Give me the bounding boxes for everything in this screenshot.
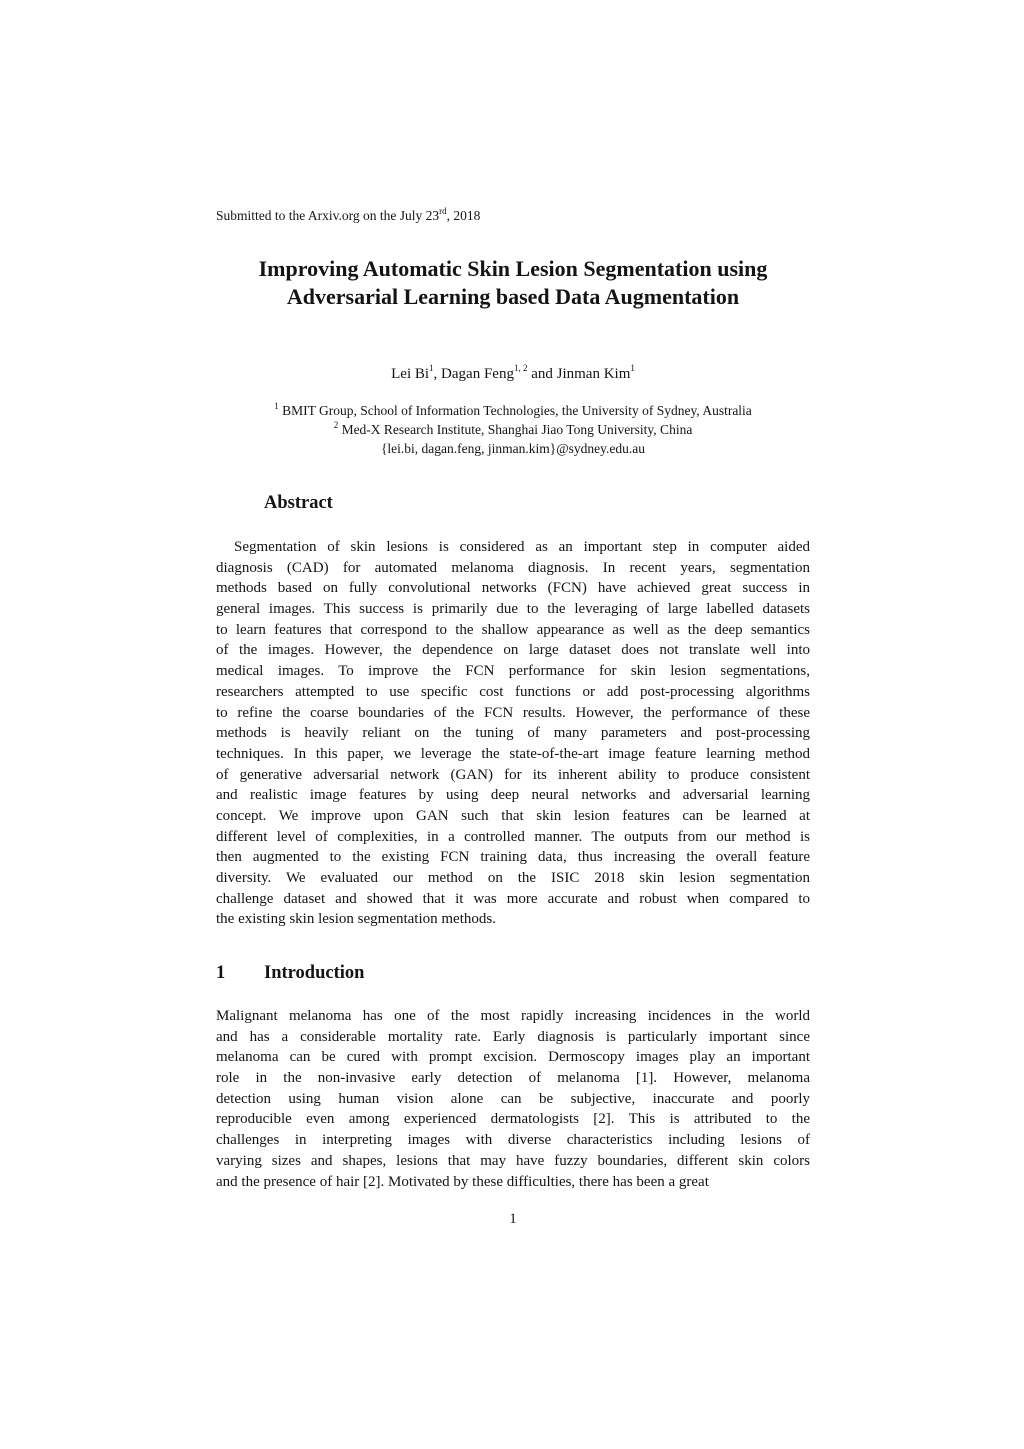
text-line: challenge dataset and showed that it was more accurate and robust when compared to — [216, 890, 810, 907]
submission-note — [216, 207, 480, 225]
affiliation-text: BMIT Group, School of Information Technologies, the University of Sydney, Australia — [278, 403, 752, 418]
text-line: role in the non-invasive early detection of melanoma [1]. However, melanoma — [216, 1070, 810, 1087]
affiliation-text: Med-X Research Institute, Shanghai Jiao Tong University, China — [338, 422, 693, 437]
paper-title — [216, 255, 810, 311]
text-line: detection using human vision alone can be subjective, inaccurate and poorly — [216, 1090, 810, 1107]
author-list — [216, 364, 810, 384]
text-line: of generative adversarial network (GAN) for its inherent ability to produce consistent — [216, 766, 810, 783]
title-line-1: Improving Automatic Skin Lesion Segmentation using — [258, 256, 768, 281]
text-line: the existing skin lesion segmentation methods. — [216, 911, 496, 928]
text-line: and realistic image features by using deep neural networks and adversarial learning — [216, 787, 810, 804]
text-line: general images. This success is primarily due to the leveraging of large labelled datasets — [216, 601, 810, 618]
submission-note-superscript: rd — [439, 205, 447, 216]
text-line: to learn features that correspond to the shallow appearance as well as the deep semantics — [216, 621, 810, 638]
text-line: methods based on fully convolutional networks (FCN) have achieved great success in — [216, 580, 810, 597]
section-number: 1 — [216, 963, 226, 983]
text-line: different level of complexities, in a controlled manner. The outputs from our method is — [216, 828, 810, 845]
text-line: challenges in interpreting images with diverse characteristics including lesions of — [216, 1132, 810, 1149]
text-line: then augmented to the existing FCN training data, thus increasing the overall feature — [216, 849, 810, 866]
affiliation-mark: 1 — [274, 400, 279, 411]
abstract-heading: Abstract — [264, 493, 333, 513]
author-affiliation-mark: 1, 2 — [513, 363, 528, 373]
author-name: , Dagan Feng — [433, 366, 514, 382]
author-name: and Jinman Kim — [527, 366, 631, 382]
introduction-heading — [216, 961, 364, 985]
text-line: medical images. To improve the FCN performance for skin lesion segmentations, — [216, 663, 810, 680]
text-line: diagnosis (CAD) for automated melanoma diagnosis. In recent years, segmentation — [216, 559, 810, 576]
text-line: to refine the coarse boundaries of the FCN results. However, the performance of these — [216, 704, 810, 721]
affiliation-mark: 2 — [333, 419, 339, 430]
author-name: Lei Bi — [391, 366, 430, 382]
text-line: and has a considerable mortality rate. Early diagnosis is particularly important since — [216, 1028, 810, 1045]
section-title: Introduction — [264, 963, 365, 983]
page-number: 1 — [509, 1211, 517, 1227]
affiliations — [216, 401, 810, 458]
text-line: and the presence of hair [2]. Motivated by these difficulties, there has been a great — [216, 1173, 709, 1190]
text-line: varying sizes and shapes, lesions that may have fuzzy boundaries, different skin colors — [216, 1152, 810, 1169]
author-emails: {lei.bi, dagan.feng, jinman.kim}@sydney.edu.au — [380, 441, 646, 456]
author-affiliation-mark: 1 — [429, 363, 434, 373]
text-line: reproducible even among experienced dermatologists [2]. This is attributed to the — [216, 1111, 810, 1128]
text-line: of the images. However, the dependence on large dataset does not translate well into — [216, 642, 810, 659]
introduction-body — [216, 1006, 810, 1192]
affiliation-2 — [216, 420, 810, 439]
text-line: concept. We improve upon GAN such that skin lesion features can be learned at — [216, 807, 810, 824]
submission-note-text: Submitted to the Arxiv.org on the July 23 — [216, 208, 440, 223]
text-line: diversity. We evaluated our method on the ISIC 2018 skin lesion segmentation — [216, 870, 810, 886]
text-line: Segmentation of skin lesions is considered as an important step in computer aided — [234, 539, 810, 555]
text-line: Malignant melanoma has one of the most rapidly increasing incidences in the world — [216, 1008, 810, 1024]
author-affiliation-mark: 1 — [630, 363, 635, 373]
text-line: melanoma can be cured with prompt excision. Dermoscopy images play an important — [216, 1049, 810, 1066]
text-line: techniques. In this paper, we leverage the state-of-the-art image feature learning method — [216, 745, 810, 762]
text-line: methods is heavily reliant on the tuning of many parameters and post-processing — [216, 725, 810, 742]
text-line: researchers attempted to use specific cost functions or add post-processing algorithms — [216, 683, 810, 700]
abstract-body — [216, 537, 810, 930]
affiliation-1 — [216, 401, 810, 420]
submission-note-year: , 2018 — [446, 208, 481, 223]
title-line-2: Adversarial Learning based Data Augmentation — [286, 284, 740, 309]
